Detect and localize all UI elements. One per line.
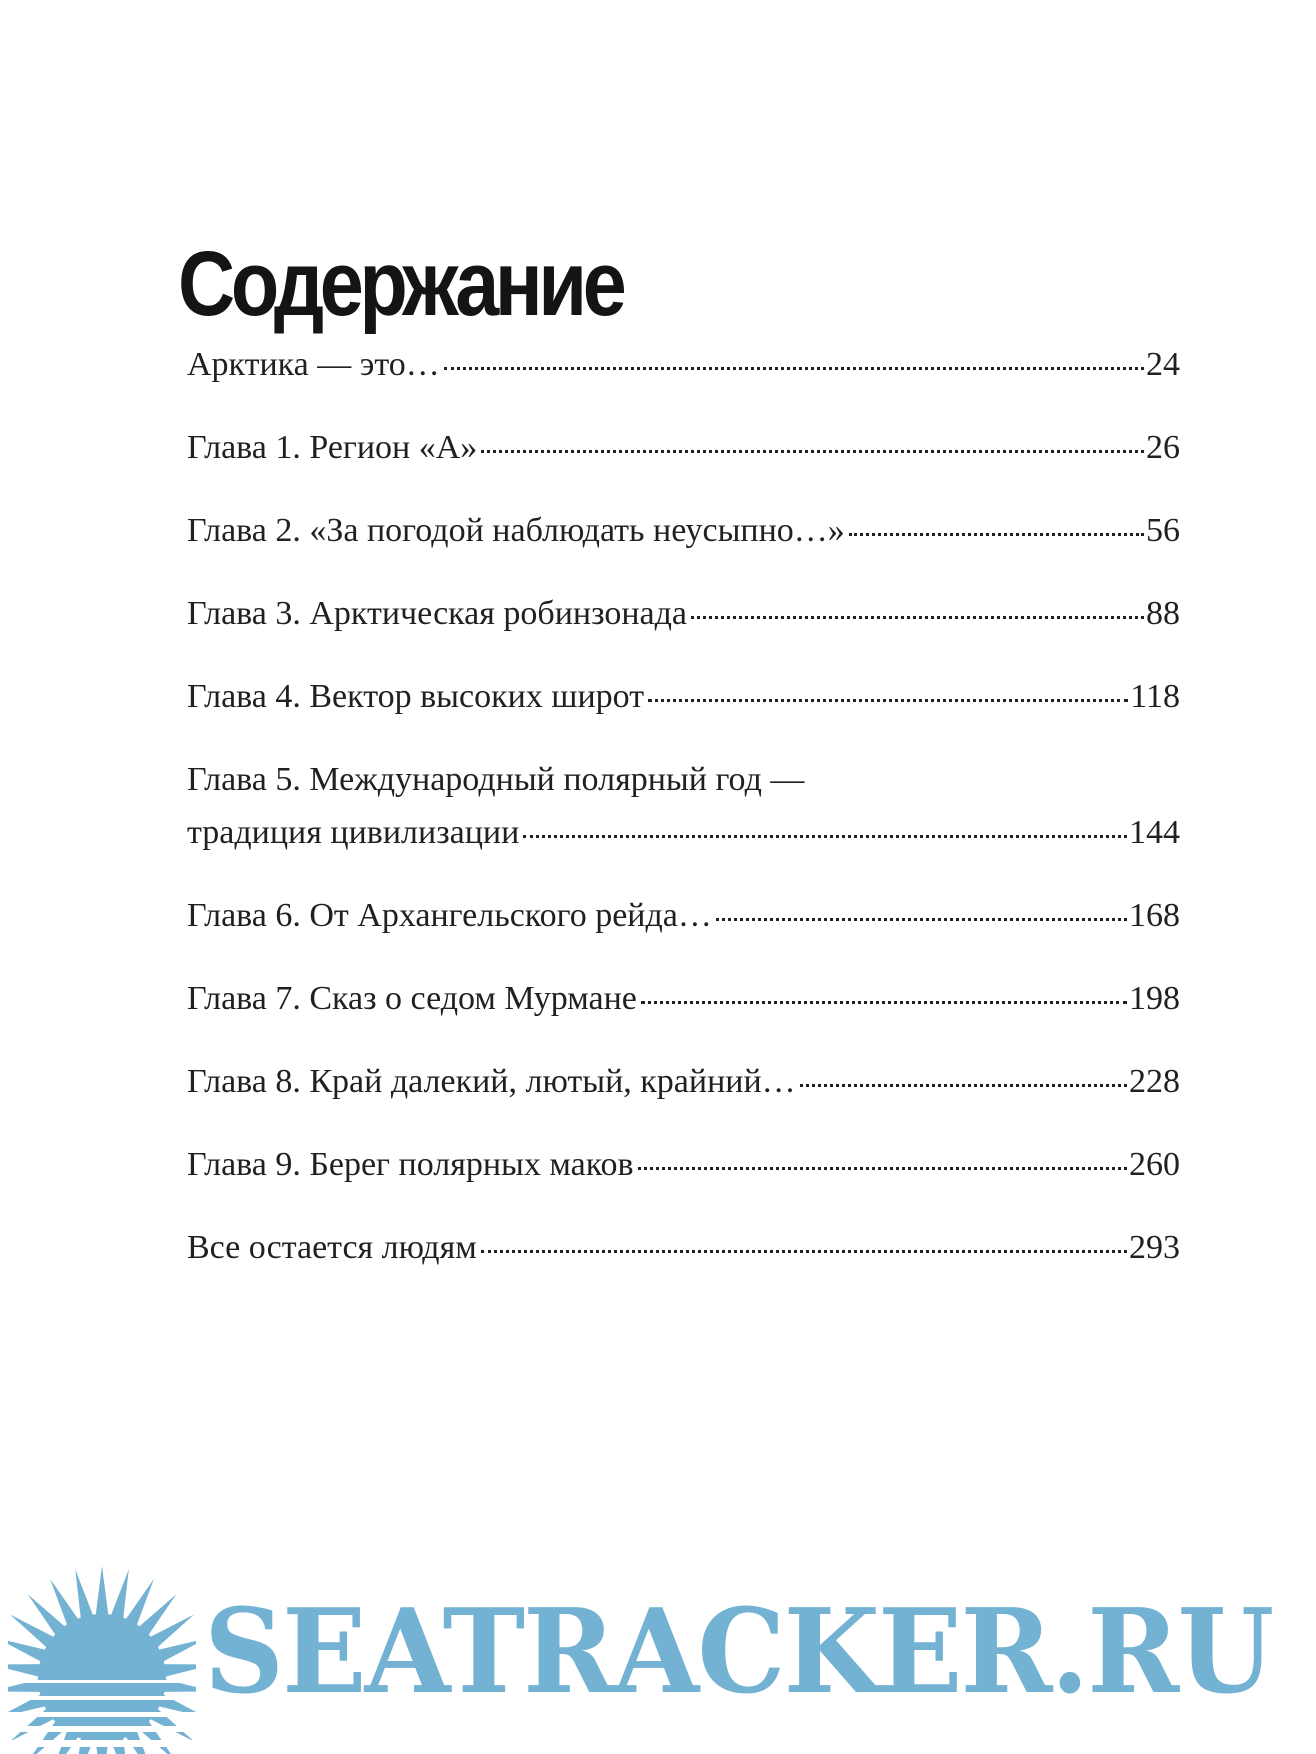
toc-entry-chapter-2: [187, 506, 1180, 555]
toc-entry-chapter-9: [187, 1140, 1180, 1189]
toc-entry-chapter-3: [187, 589, 1180, 638]
toc-entry-title: Глава 1. Регион «А»: [187, 429, 478, 466]
dot-leader: [648, 699, 1128, 702]
dot-leader: [800, 1084, 1127, 1087]
toc-page-number: 118: [1130, 678, 1180, 715]
dot-leader: [691, 616, 1144, 619]
toc-page-number: 26: [1146, 429, 1180, 466]
sun-horizon-line: [8, 1680, 196, 1683]
dot-leader: [523, 835, 1127, 838]
watermark-text: SEATRACKER.RU: [204, 1584, 1273, 1720]
toc-entry-title: Арктика — это…: [187, 346, 440, 383]
toc-entry-title: Глава 7. Сказ о седом Мурмане: [187, 980, 637, 1017]
sun-horizon-line: [8, 1726, 196, 1732]
sun-disc: [38, 1614, 166, 1742]
dot-leader: [481, 450, 1144, 453]
toc-entry-chapter-8: [187, 1057, 1180, 1106]
dot-leader: [638, 1167, 1127, 1170]
toc-page-number: 24: [1146, 346, 1180, 383]
page-title: Содержание: [178, 232, 623, 335]
sun-horizon-line: [8, 1696, 196, 1700]
sun-horizon-line: [8, 1712, 196, 1717]
toc-entry-epilogue: [187, 1223, 1180, 1272]
dot-leader: [641, 1001, 1127, 1004]
toc-entry-title: Глава 4. Вектор высоких широт: [187, 678, 645, 715]
toc-entry-title: Глава 2. «За погодой наблюдать неусыпно…»: [187, 512, 845, 549]
toc-page-number: 88: [1146, 595, 1180, 632]
toc-page-number: 144: [1129, 814, 1180, 851]
toc-page-number: 56: [1146, 512, 1180, 549]
toc-entry-chapter-7: [187, 974, 1180, 1023]
toc-entry-title: Глава 8. Край далекий, лютый, крайний…: [187, 1063, 796, 1100]
watermark: [0, 1560, 1316, 1754]
toc-entry-title: Все остается людям: [187, 1229, 477, 1266]
dot-leader: [849, 533, 1144, 536]
toc-entry-title: Глава 3. Арктическая робинзонада: [187, 595, 687, 632]
dot-leader: [444, 367, 1144, 370]
toc-page-number: 228: [1129, 1063, 1180, 1100]
toc-entry-arctic: [187, 340, 1180, 389]
dot-leader: [716, 918, 1127, 921]
toc-entry-title: Глава 9. Берег полярных маков: [187, 1146, 634, 1183]
toc-entry-chapter-6: [187, 891, 1180, 940]
toc-entry-chapter-4: [187, 672, 1180, 721]
toc-entry-chapter-1: [187, 423, 1180, 472]
toc-page-number: 198: [1129, 980, 1180, 1017]
toc-page-number: 260: [1129, 1146, 1180, 1183]
table-of-contents: [187, 340, 1180, 1306]
toc-entry-title: традиция цивилизации: [187, 814, 520, 851]
sun-icon: [8, 1560, 196, 1754]
sun-horizon-line: [8, 1740, 196, 1747]
dot-leader: [481, 1250, 1127, 1253]
toc-page-number: 293: [1129, 1229, 1180, 1266]
toc-entry-title: Глава 6. От Архангельского рейда…: [187, 897, 712, 934]
toc-entry-title-line-1: Глава 5. Международный полярный год —: [187, 761, 805, 798]
toc-page-number: 168: [1129, 897, 1180, 934]
toc-entry-chapter-5: [187, 755, 1180, 857]
